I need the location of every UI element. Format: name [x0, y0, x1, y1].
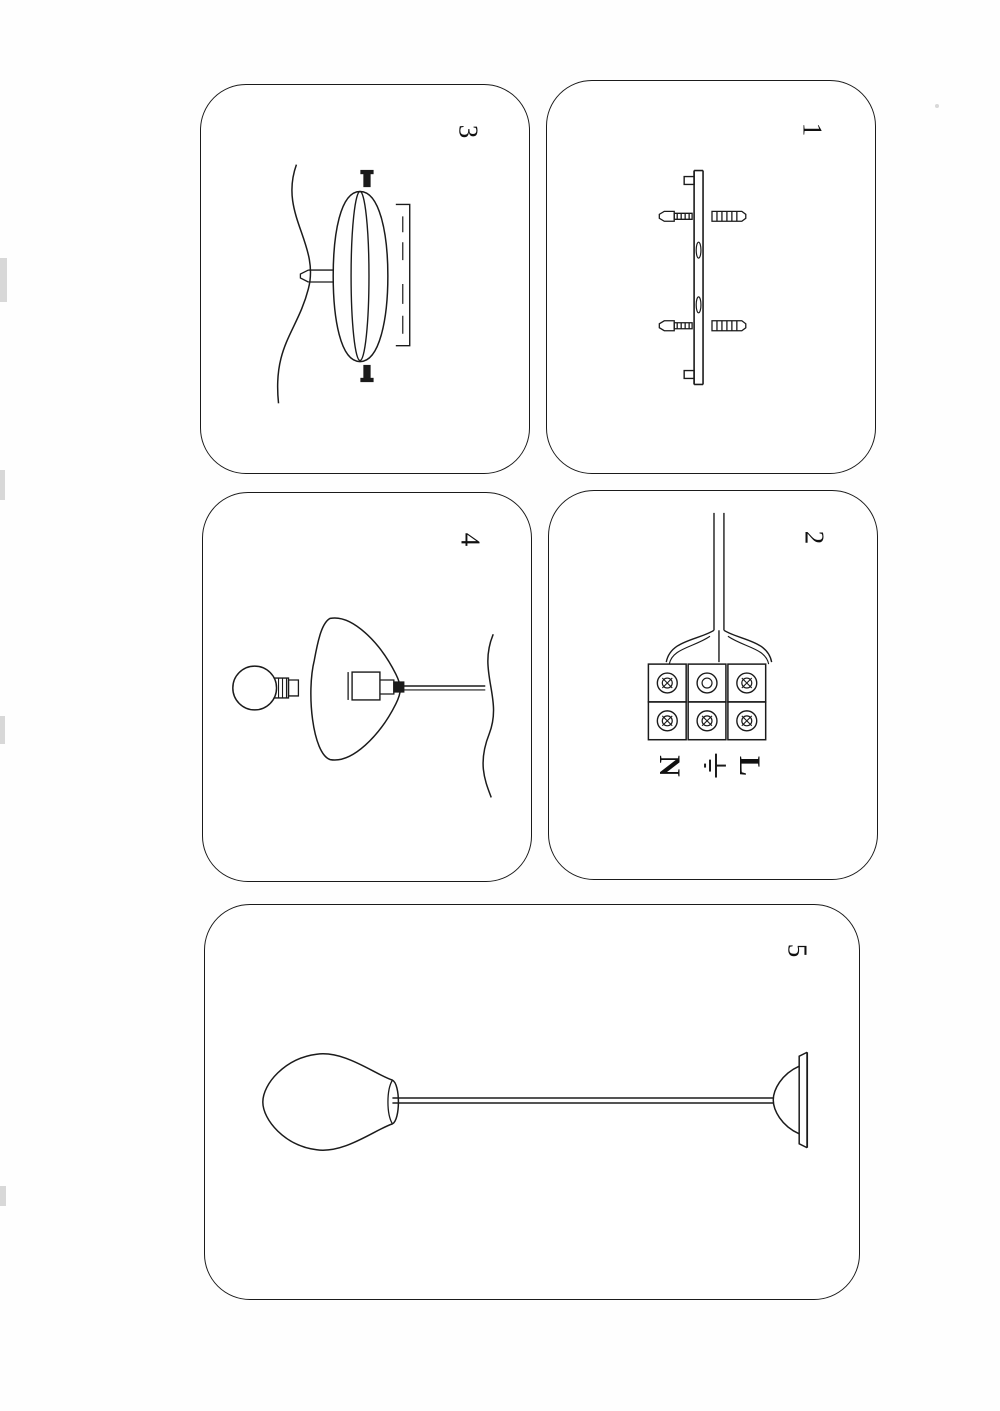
- scan-artifact: [0, 470, 5, 500]
- scan-artifact: [0, 1186, 6, 1206]
- panel-4-number: 4: [455, 532, 486, 547]
- panel-5: [204, 904, 860, 1300]
- panel-5-figure: [205, 905, 859, 1299]
- scan-artifact: [0, 716, 5, 744]
- panel-2: [548, 490, 878, 880]
- panel-3: [200, 84, 530, 474]
- terminal-label-neutral: N: [653, 755, 686, 777]
- scan-artifact: [0, 258, 7, 302]
- panel-2-figure: [549, 491, 877, 879]
- panel-5-number: 5: [782, 943, 813, 958]
- panel-3-figure: [201, 85, 529, 473]
- panel-4: [202, 492, 532, 882]
- panel-1-figure: [547, 81, 875, 473]
- panel-3-number: 3: [453, 124, 484, 139]
- scan-artifact: [935, 104, 939, 108]
- panel-2-number: 2: [799, 530, 830, 545]
- terminal-label-live: L: [733, 755, 766, 776]
- panel-1-number: 1: [797, 122, 828, 137]
- panel-1: [546, 80, 876, 474]
- panel-4-figure: [203, 493, 531, 881]
